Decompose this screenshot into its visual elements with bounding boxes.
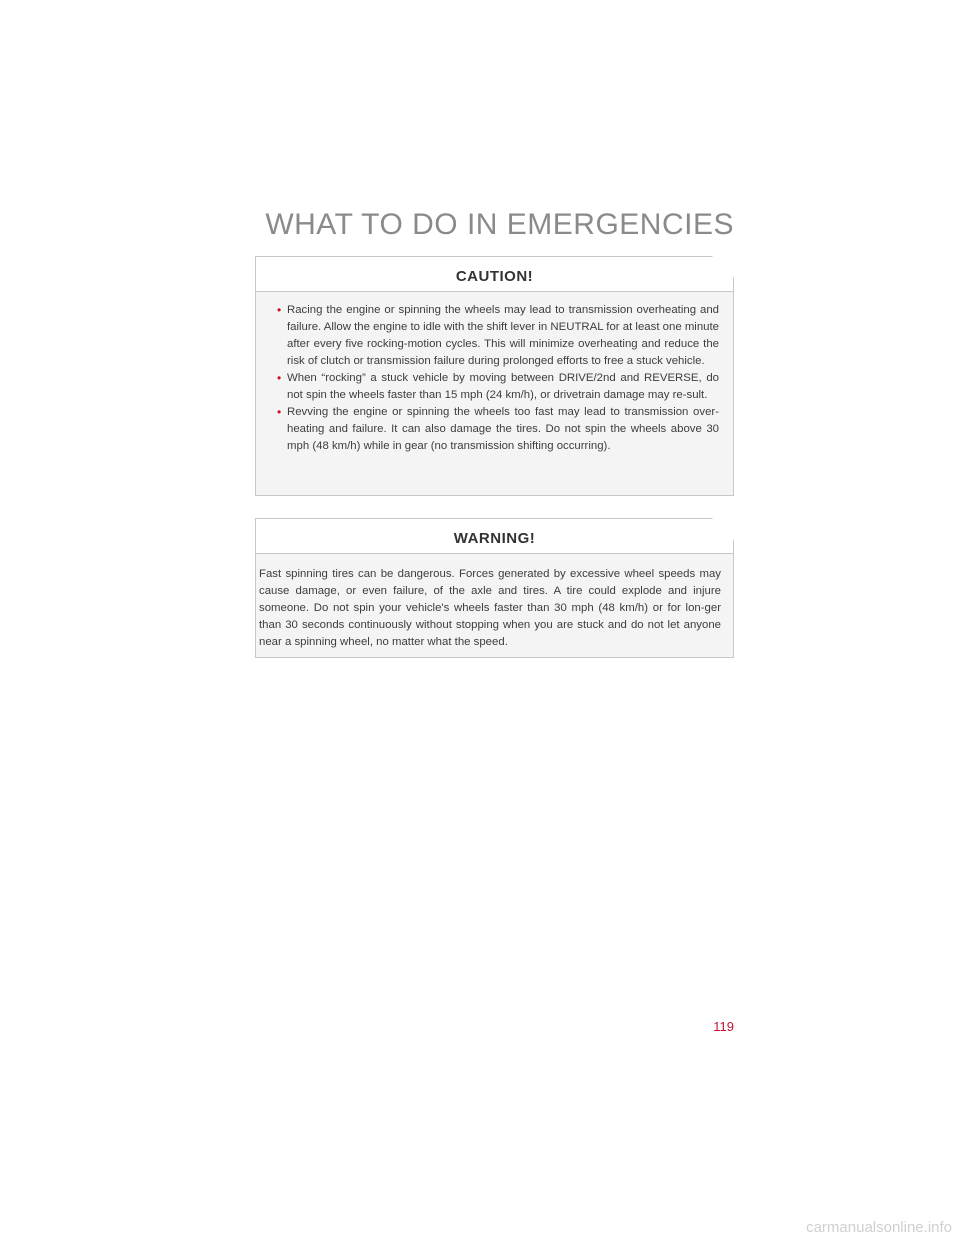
warning-box <box>255 518 734 658</box>
section-title: WHAT TO DO IN EMERGENCIES <box>265 208 734 241</box>
warning-title: WARNING! <box>453 530 536 547</box>
warning-body <box>256 554 733 661</box>
bullet-icon: • <box>277 303 282 317</box>
caution-header <box>256 257 733 292</box>
caution-body <box>256 292 733 465</box>
caution-item <box>278 370 719 404</box>
page-number: 119 <box>713 1019 734 1034</box>
caution-item <box>278 404 719 455</box>
warning-header <box>256 519 733 554</box>
caution-item-text: When “rocking” a stuck vehicle by moving between DRIVE/2nd and REVERSE, do not spin the wheels faster than 15 mph (24 km/h), or drivetrain damage may re-sult. <box>287 372 719 401</box>
watermark: carmanualsonline.info <box>806 1219 952 1236</box>
caution-title: CAUTION! <box>455 268 534 285</box>
caution-list <box>278 302 719 455</box>
caution-item-text: Revving the engine or spinning the wheels too fast may lead to transmission over-heating and failure. It can also damage the tires. Do not spin the wheels above 30 mph (48 km/h) while in gear (no transmission shifting occurring). <box>287 406 719 452</box>
warning-text: Fast spinning tires can be dangerous. Forces generated by excessive wheel speeds may cause damage, or even failure, of the axle and tires. A tire could explode and injure someone. Do not spin your vehicle's wheels faster than 30 mph (48 km/h) or for lon-ger than 30 seconds continuously without stopping when you are stuck and do not let anyone near a spinning wheel, no matter what the speed. <box>259 568 721 648</box>
caution-box <box>255 256 734 496</box>
caution-item <box>278 302 719 370</box>
bullet-icon: • <box>277 405 282 419</box>
bullet-icon: • <box>277 371 282 385</box>
caution-item-text: Racing the engine or spinning the wheels may lead to transmission overheating and failure. Allow the engine to idle with the shift lever in NEUTRAL for at least one minute after every five rocking-motion cycles. This will minimize overheating and reduce the risk of clutch or transmission failure during prolonged efforts to free a stuck vehicle. <box>287 304 720 367</box>
